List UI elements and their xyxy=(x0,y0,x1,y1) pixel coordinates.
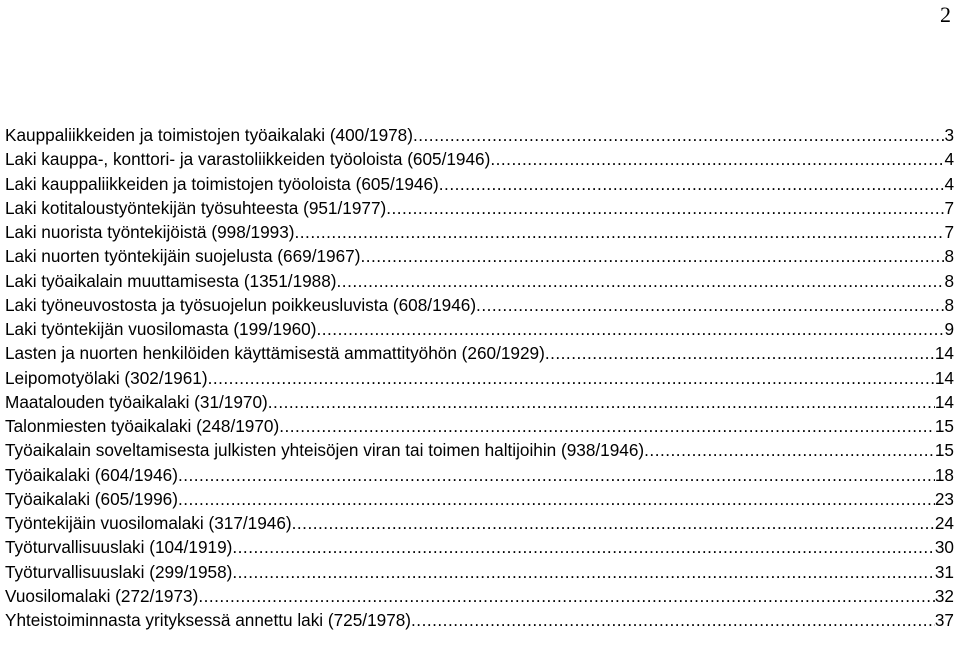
toc-entry-page: 8 xyxy=(944,294,954,315)
toc-entry-title: Lasten ja nuorten henkilöiden käyttämisestä ammattityöhön (260/1929) xyxy=(5,343,545,364)
toc-dot-leader xyxy=(413,123,944,147)
toc-entry-page: 31 xyxy=(934,561,954,582)
toc-entry-page: 23 xyxy=(934,488,954,509)
toc-entry[interactable] xyxy=(5,293,954,317)
toc-entry-title: Työaikalain soveltamisesta julkisten yhteisöjen viran tai toimen haltijoihin (938/1946) xyxy=(5,440,645,461)
toc-dot-leader xyxy=(295,220,945,244)
toc-entry-page: 14 xyxy=(934,343,954,364)
toc-entry-page: 18 xyxy=(934,464,954,485)
toc-entry-title: Vuosilomalaki (272/1973) xyxy=(5,585,199,606)
toc-entry[interactable] xyxy=(5,317,954,341)
toc-entry-page: 4 xyxy=(944,149,954,170)
toc-dot-leader xyxy=(411,608,935,632)
page-number: 2 xyxy=(940,2,951,27)
toc-entry-page: 24 xyxy=(934,513,954,533)
toc-entry-title: Laki työneuvostosta ja työsuojelun poikkeusluvista (608/1946) xyxy=(5,294,477,315)
toc-entry[interactable] xyxy=(5,414,954,438)
toc-dot-leader xyxy=(360,244,944,268)
toc-entry[interactable] xyxy=(5,366,954,390)
toc-entry-title: Laki kauppa-, konttori- ja varastoliikkeiden työoloista (605/1946) xyxy=(5,149,491,170)
toc-entry-page: 8 xyxy=(944,246,954,267)
toc-entry[interactable] xyxy=(5,438,954,462)
toc-entry-page: 37 xyxy=(934,610,954,630)
toc-entry-page: 9 xyxy=(944,319,954,339)
toc-entry-page: 4 xyxy=(944,173,954,194)
toc-entry-page: 14 xyxy=(934,391,954,412)
table-of-contents xyxy=(5,123,954,632)
toc-entry-page: 15 xyxy=(934,440,954,461)
toc-entry-title: Työaikalaki (605/1996) xyxy=(5,488,178,509)
toc-entry-title: Leipomotyölaki (302/1961) xyxy=(5,367,208,388)
toc-dot-leader xyxy=(232,535,935,559)
toc-dot-leader xyxy=(476,293,944,317)
toc-dot-leader xyxy=(644,438,935,462)
toc-entry[interactable] xyxy=(5,463,954,487)
toc-entry-title: Laki työaikalain muuttamisesta (1351/1988) xyxy=(5,270,337,291)
toc-dot-leader xyxy=(545,341,935,365)
toc-dot-leader xyxy=(316,317,944,341)
toc-entry[interactable] xyxy=(5,341,954,365)
toc-dot-leader xyxy=(439,172,945,196)
toc-entry-title: Kauppaliikkeiden ja toimistojen työaikalaki (400/1978) xyxy=(5,125,413,145)
toc-entry-title: Talonmiesten työaikalaki (248/1970) xyxy=(5,416,280,436)
toc-entry[interactable] xyxy=(5,172,954,196)
toc-entry[interactable] xyxy=(5,147,954,171)
toc-entry-title: Työturvallisuuslaki (104/1919) xyxy=(5,537,233,558)
toc-entry-title: Laki kauppaliikkeiden ja toimistojen työoloista (605/1946) xyxy=(5,173,439,194)
toc-dot-leader xyxy=(386,196,944,220)
toc-entry[interactable] xyxy=(5,196,954,220)
toc-entry-page: 3 xyxy=(944,125,954,145)
toc-entry-page: 7 xyxy=(944,197,954,218)
toc-entry-title: Työturvallisuuslaki (299/1958) xyxy=(5,561,233,582)
toc-entry-title: Työaikalaki (604/1946) xyxy=(5,464,178,485)
toc-entry-title: Yhteistoiminnasta yrityksessä annettu laki (725/1978) xyxy=(5,610,412,630)
toc-entry[interactable] xyxy=(5,244,954,268)
toc-entry-page: 8 xyxy=(944,270,954,291)
toc-dot-leader xyxy=(268,390,935,414)
toc-entry-title: Laki työntekijän vuosilomasta (199/1960) xyxy=(5,319,317,339)
toc-entry[interactable] xyxy=(5,584,954,608)
toc-entry[interactable] xyxy=(5,511,954,535)
toc-entry[interactable] xyxy=(5,123,954,147)
toc-entry[interactable] xyxy=(5,560,954,584)
toc-entry-title: Laki nuorten työntekijäin suojelusta (669/1967) xyxy=(5,246,361,267)
toc-dot-leader xyxy=(178,463,935,487)
toc-entry-page: 7 xyxy=(944,222,954,242)
toc-entry[interactable] xyxy=(5,269,954,293)
toc-dot-leader xyxy=(232,560,935,584)
toc-entry[interactable] xyxy=(5,220,954,244)
toc-entry[interactable] xyxy=(5,608,954,632)
toc-entry[interactable] xyxy=(5,535,954,559)
toc-entry-title: Laki nuorista työntekijöistä (998/1993) xyxy=(5,222,295,242)
toc-dot-leader xyxy=(337,269,945,293)
toc-entry-title: Työntekijäin vuosilomalaki (317/1946) xyxy=(5,513,292,533)
toc-entry-title: Laki kotitaloustyöntekijän työsuhteesta (951/1977) xyxy=(5,197,387,218)
toc-dot-leader xyxy=(208,366,935,390)
toc-entry-page: 14 xyxy=(934,367,954,388)
toc-dot-leader xyxy=(292,511,935,535)
toc-entry-title: Maatalouden työaikalaki (31/1970) xyxy=(5,391,268,412)
toc-entry-page: 32 xyxy=(934,585,954,606)
toc-dot-leader xyxy=(279,414,935,438)
toc-entry-page: 30 xyxy=(934,537,954,558)
toc-entry-page: 15 xyxy=(934,416,954,436)
toc-dot-leader xyxy=(178,487,935,511)
toc-entry[interactable] xyxy=(5,487,954,511)
toc-dot-leader xyxy=(198,584,935,608)
toc-dot-leader xyxy=(490,147,944,171)
toc-entry[interactable] xyxy=(5,390,954,414)
